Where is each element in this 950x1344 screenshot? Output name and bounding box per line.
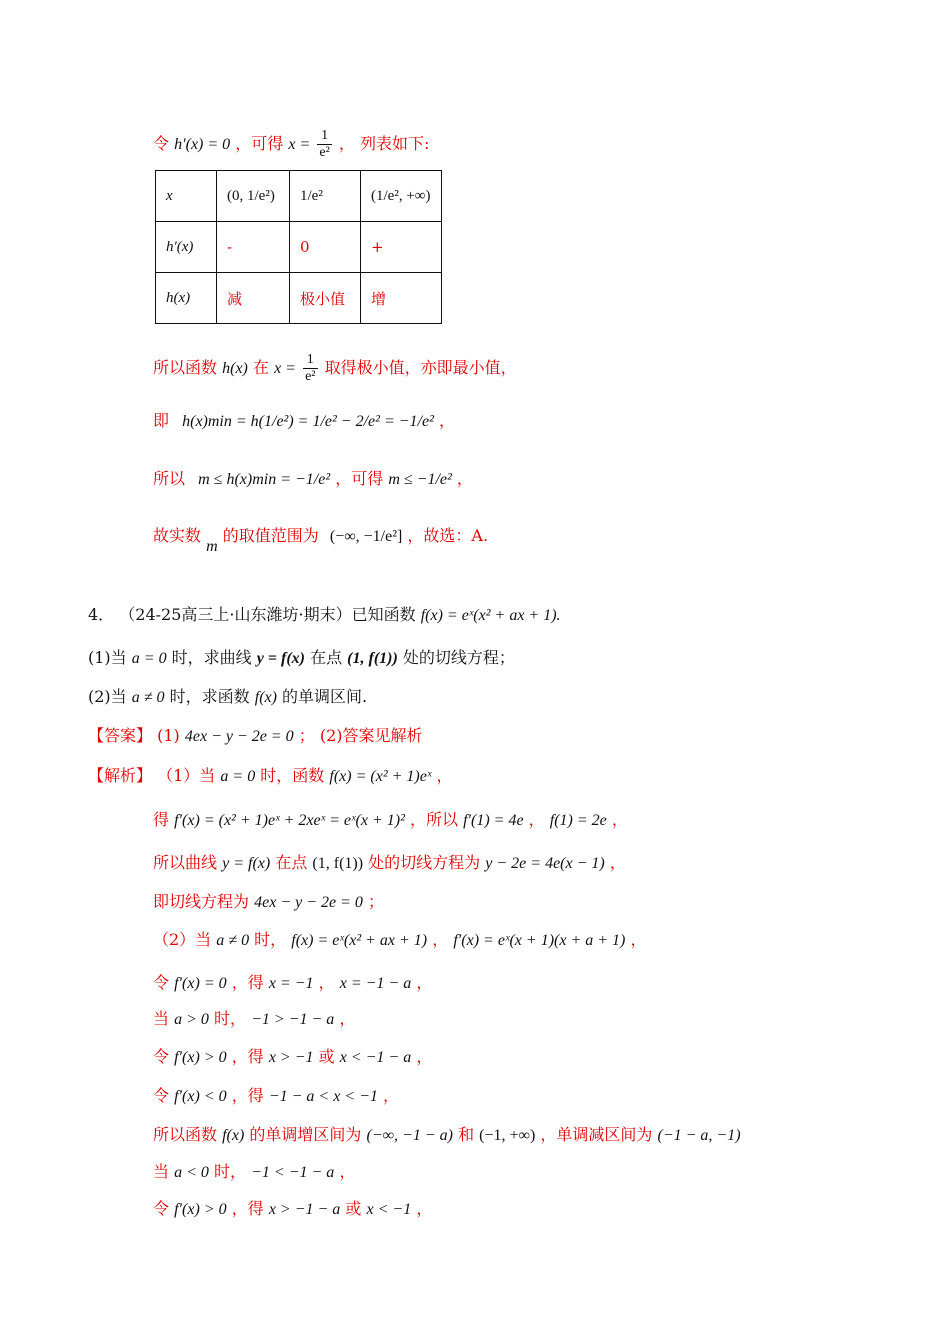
math: a ≠ 0	[131, 689, 165, 706]
math: f′(x) = 0	[174, 975, 227, 992]
after-line-3	[153, 468, 473, 491]
text: ，	[528, 810, 545, 829]
analysis-line-1	[88, 765, 452, 788]
problem-number: 4．	[88, 605, 115, 624]
after-line-4	[153, 525, 489, 555]
math: f′(x) > 0	[174, 1049, 227, 1066]
text: 令	[153, 1199, 170, 1218]
analysis-line-8	[153, 1046, 432, 1069]
math: y = f(x)	[256, 650, 305, 667]
math: (−1, +∞)	[479, 1127, 536, 1144]
analysis-line-4	[153, 891, 384, 914]
math: a ≠ 0	[216, 932, 250, 949]
text: ，	[318, 973, 335, 992]
math: f′(x) > 0	[174, 1201, 227, 1218]
frac-den: e²	[305, 369, 316, 384]
text: 即	[153, 411, 170, 430]
mono-3: 增	[361, 273, 442, 324]
text: ，	[432, 930, 449, 949]
after-line-2	[153, 410, 455, 433]
intro-frac-num: 1	[321, 128, 329, 143]
math: x < −1 − a	[339, 1049, 412, 1066]
text: ，得	[231, 1199, 264, 1218]
text: ，	[339, 1162, 356, 1181]
col-x-1: (0, 1/e²)	[217, 171, 290, 222]
text: 当	[153, 1009, 170, 1028]
text: ，	[456, 469, 473, 488]
text: 所以函数	[153, 1125, 218, 1144]
analysis-line-5	[153, 929, 646, 952]
problem-source: （24-25高三上·山东潍坊·期末）已知函数	[119, 605, 416, 624]
text: (2)当	[88, 687, 127, 706]
table-row	[156, 273, 442, 324]
text: ，得	[231, 1047, 264, 1066]
text: 在点	[275, 853, 308, 872]
table-row	[156, 222, 442, 273]
answer-label: 【答案】	[88, 726, 153, 745]
text: ，得	[231, 1086, 264, 1105]
intro-tail: ， 列表如下:	[338, 134, 430, 153]
text: 和	[458, 1125, 475, 1144]
math: (1, f(1))	[347, 650, 398, 667]
text: ，所以	[409, 810, 458, 829]
deriv-sign-2: 0	[290, 222, 361, 273]
intro-prefix: 令	[153, 134, 170, 153]
text: ；	[368, 892, 385, 911]
math: x < −1	[366, 1201, 412, 1218]
analysis-label: 【解析】	[88, 766, 153, 785]
math: 4ex − y − 2e = 0	[254, 894, 363, 911]
text: ，	[416, 1199, 433, 1218]
text: (1)当	[88, 648, 127, 667]
math: x = −1 − a	[339, 975, 412, 992]
text: ，单调减区间为	[540, 1125, 653, 1144]
text: ，	[416, 973, 433, 992]
text: ；	[298, 726, 315, 745]
text: 在	[252, 358, 269, 377]
intro-mid: ，可得	[235, 134, 284, 153]
text: ，	[630, 930, 647, 949]
text: ，	[436, 766, 453, 785]
text: ，可得	[335, 469, 384, 488]
frac-num: 1	[306, 352, 314, 367]
text: 的单调区间.	[282, 687, 368, 706]
text: 得	[153, 810, 170, 829]
math-expr: m ≤ h(x)min = −1/e²	[198, 471, 331, 488]
after-line-1	[153, 352, 517, 385]
math-fn: h(x)	[222, 360, 248, 377]
text: 即切线方程为	[153, 892, 250, 911]
text: 所以函数	[153, 358, 218, 377]
math: a > 0	[174, 1011, 209, 1028]
math-m: m	[206, 538, 218, 555]
text: 时，函数	[260, 766, 325, 785]
col-x-3: (1/e², +∞)	[361, 171, 442, 222]
math-expr: m ≤ −1/e²	[388, 471, 452, 488]
problem-func: f(x) = eˣ(x² + ax + 1).	[420, 607, 561, 624]
math-range: (−∞, −1/e²]	[329, 528, 403, 545]
text: 故实数	[153, 526, 202, 545]
intro-fraction	[317, 128, 331, 161]
math: f(x)	[222, 1127, 245, 1144]
problem4-header	[88, 604, 561, 627]
text: 或	[345, 1199, 362, 1218]
mono-1: 减	[217, 273, 290, 324]
text: 处的切线方程；	[402, 648, 515, 667]
row-header-fn: h(x)	[156, 273, 217, 324]
intro-equation: h′(x) = 0	[174, 136, 231, 153]
analysis-line-9	[153, 1085, 399, 1108]
math: f′(x) = (x² + 1)eˣ + 2xeˣ = eˣ(x + 1)²	[174, 812, 405, 829]
text: （2）当	[153, 930, 212, 949]
fraction	[303, 352, 317, 385]
text: ，故选：A.	[407, 526, 489, 545]
text: 处的切线方程为	[368, 853, 481, 872]
analysis-line-12	[153, 1198, 432, 1221]
text: (2)答案见解析	[319, 726, 423, 745]
text: 所以曲线	[153, 853, 218, 872]
text: 在点	[310, 648, 343, 667]
math: x > −1 − a	[268, 1201, 341, 1218]
math: f′(x) < 0	[174, 1088, 227, 1105]
problem4-part1	[88, 647, 515, 670]
text: ，得	[231, 973, 264, 992]
col-x-2: 1/e²	[290, 171, 361, 222]
text: ，	[609, 853, 626, 872]
analysis-line-2	[153, 809, 628, 832]
text: ，	[611, 810, 628, 829]
math: f(x) = (x² + 1)eˣ	[329, 768, 432, 785]
row-header-x: x	[156, 171, 217, 222]
text: ，	[438, 411, 455, 430]
text: ，	[416, 1047, 433, 1066]
math: −1 < −1 − a	[251, 1164, 335, 1181]
text: 取得极小值，亦即最小值，	[324, 358, 517, 377]
math: x > −1	[268, 1049, 314, 1066]
math-expr: h(x)min = h(1/e²) = 1/e² − 2/e² = −1/e²	[182, 413, 434, 430]
math: −1 > −1 − a	[251, 1011, 335, 1028]
analysis-line-10	[153, 1124, 741, 1147]
math: y − 2e = 4e(x − 1)	[485, 855, 605, 872]
text: 当	[153, 1162, 170, 1181]
text: 时，	[214, 1162, 247, 1181]
analysis-line-6	[153, 972, 432, 995]
variation-table	[155, 170, 442, 324]
math: (1, f(1))	[312, 855, 364, 872]
analysis-line-11	[153, 1161, 355, 1184]
text: 令	[153, 1086, 170, 1105]
analysis-line-3	[153, 852, 626, 875]
text: 令	[153, 1047, 170, 1066]
math-x: x =	[274, 360, 296, 377]
text: ，	[383, 1086, 400, 1105]
math: x = −1	[268, 975, 314, 992]
math: f′(x) = eˣ(x + 1)(x + a + 1)	[453, 932, 626, 949]
math: f′(1) = 4e	[463, 812, 524, 829]
intro-frac-den: e²	[319, 145, 330, 160]
math: f(x)	[254, 689, 277, 706]
math: f(1) = 2e	[549, 812, 607, 829]
math: f(x) = eˣ(x² + ax + 1)	[291, 932, 428, 949]
text: 令	[153, 973, 170, 992]
deriv-sign-1: -	[217, 222, 290, 273]
intro-x-eq: x =	[288, 136, 311, 153]
text: ，	[339, 1009, 356, 1028]
math: a = 0	[220, 768, 256, 785]
problem4-part2	[88, 686, 367, 709]
math: y = f(x)	[222, 855, 271, 872]
analysis-line-7	[153, 1008, 355, 1031]
answer-line	[88, 725, 423, 748]
text: 的取值范围为	[222, 526, 319, 545]
row-header-deriv: h′(x)	[156, 222, 217, 273]
math: 4ex − y − 2e = 0	[184, 728, 294, 745]
text: 或	[318, 1047, 335, 1066]
text: 时，求函数	[169, 687, 250, 706]
mono-2: 极小值	[290, 273, 361, 324]
math: (−∞, −1 − a)	[366, 1127, 453, 1144]
text: 的单调增区间为	[249, 1125, 362, 1144]
deriv-sign-3: +	[361, 222, 442, 273]
math: a < 0	[174, 1164, 209, 1181]
intro-line	[153, 128, 429, 161]
text: (1)	[157, 726, 180, 745]
math: (−1 − a, −1)	[657, 1127, 741, 1144]
text: 时，	[254, 930, 287, 949]
text: 时，求曲线	[171, 648, 252, 667]
text: （1）当	[157, 766, 216, 785]
table-row	[156, 171, 442, 222]
text: 所以	[153, 469, 186, 488]
text: 时，	[214, 1009, 247, 1028]
math: a = 0	[131, 650, 167, 667]
math: −1 − a < x < −1	[268, 1088, 378, 1105]
